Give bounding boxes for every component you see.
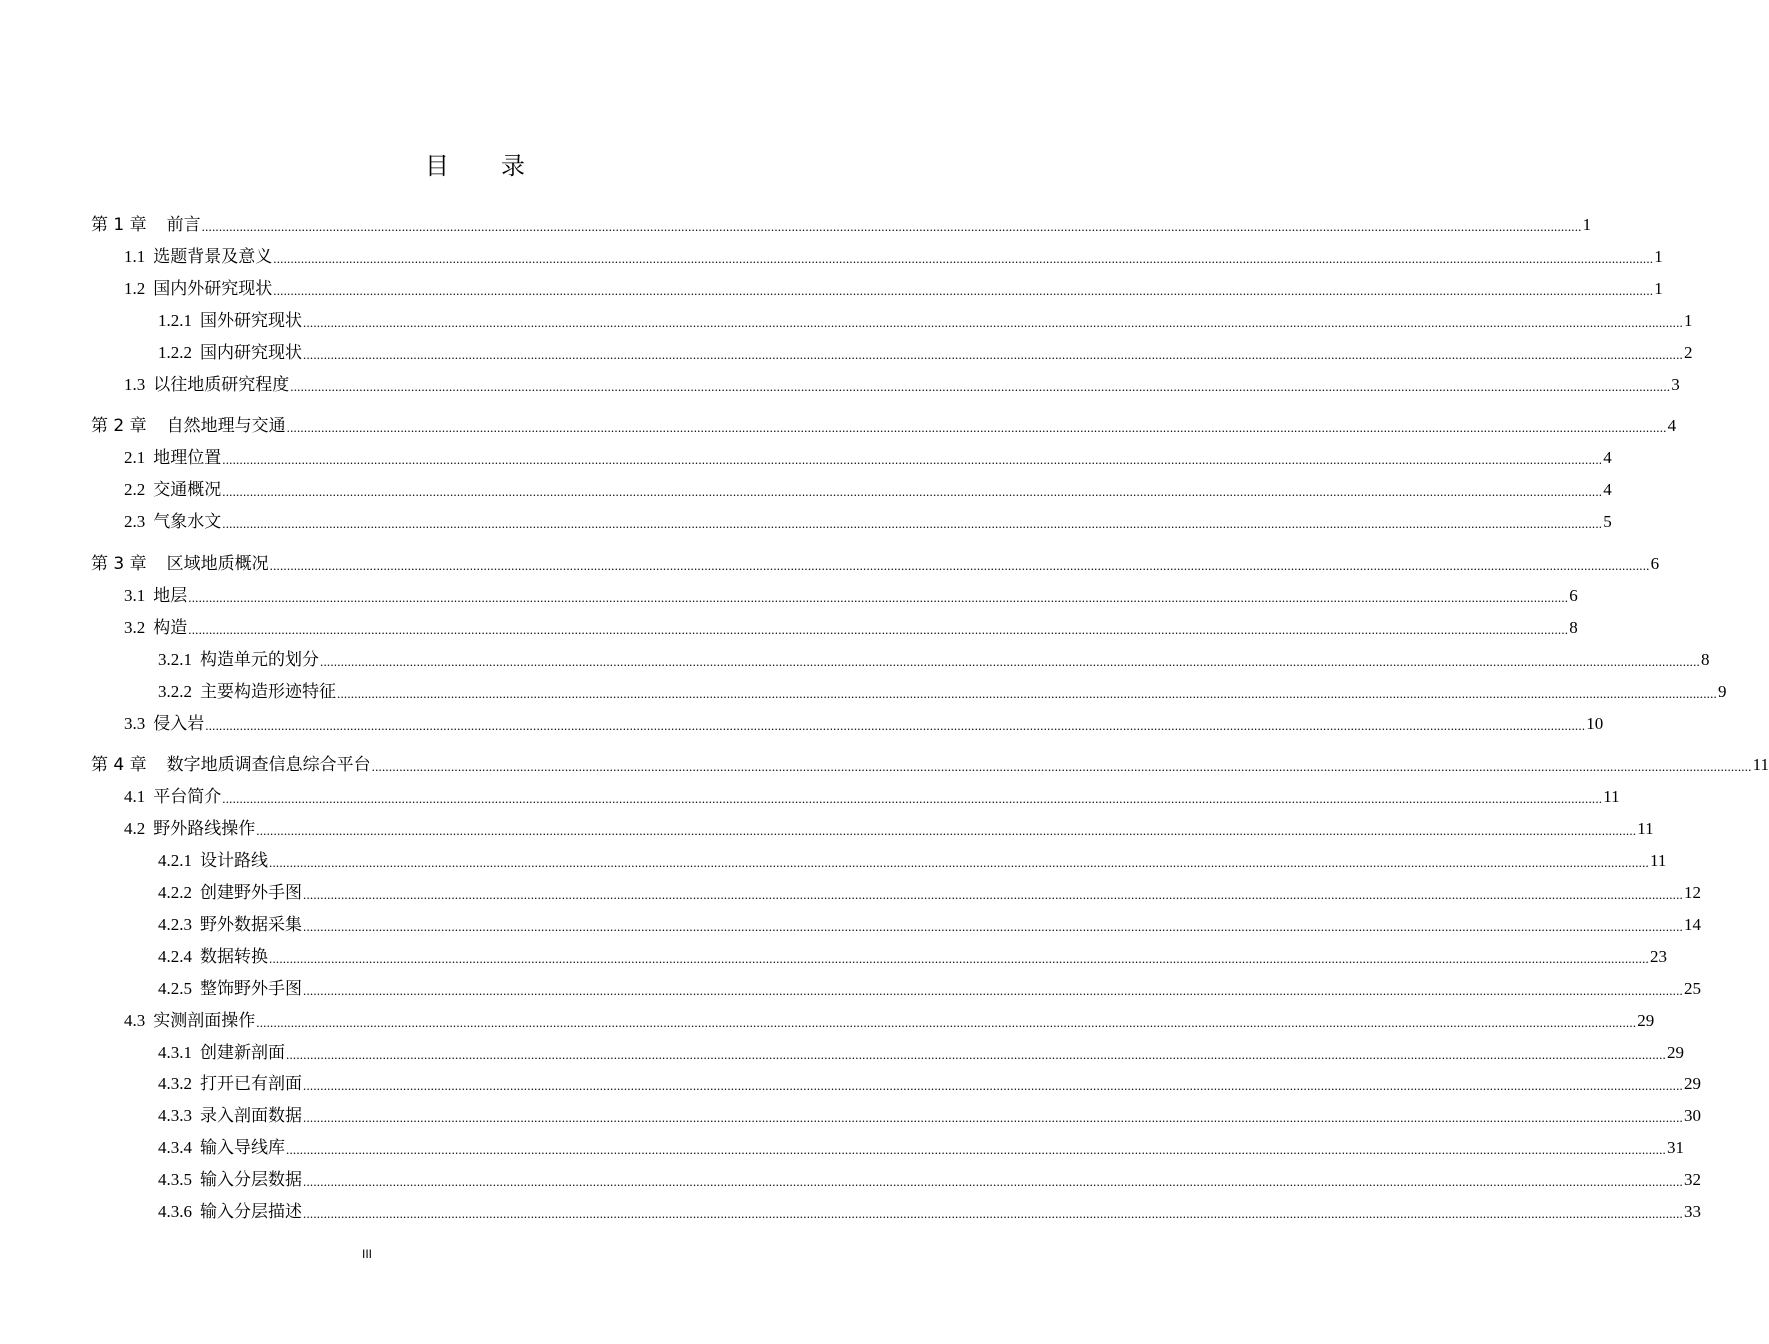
- toc-entry-number: 2.3: [124, 512, 146, 532]
- toc-entry-label: 创建野外手图: [200, 883, 302, 902]
- toc-leader-dots: ................................................................................................................................................................................................................................................................................................................................................................................................................: [303, 1110, 1683, 1126]
- toc-entry-page-number: 9: [1718, 681, 1727, 701]
- toc-entry-number: 4.2.2: [158, 883, 192, 902]
- toc-subsection-entry[interactable]: [158, 648, 1710, 672]
- toc-title-char-1: 目: [425, 152, 449, 180]
- toc-section-entry[interactable]: [124, 446, 1612, 470]
- toc-entry-label: 实测剖面操作: [153, 1010, 256, 1030]
- toc-entry-page-number: 14: [1684, 914, 1701, 934]
- toc-leader-dots: ................................................................................................................................................................................................................................................................................................................................................................................................................: [256, 1014, 1637, 1030]
- toc-leader-dots: ................................................................................................................................................................................................................................................................................................................................................................................................................: [188, 589, 1569, 605]
- toc-leader-dots: ................................................................................................................................................................................................................................................................................................................................................................................................................: [337, 685, 1717, 701]
- toc-section-entry[interactable]: [124, 478, 1612, 502]
- toc-entry-label: 侵入岩: [153, 713, 205, 733]
- toc-subsection-entry[interactable]: [158, 849, 1667, 873]
- toc-entry-label: 国内外研究现状: [153, 278, 273, 298]
- toc-entry-number: 2.1: [124, 448, 146, 468]
- toc-entry-page-number: 25: [1684, 978, 1701, 998]
- toc-entry-page-number: 32: [1684, 1170, 1701, 1190]
- toc-entry-number: 3.2.2: [158, 681, 192, 701]
- toc-entry-page-number: 4: [1603, 448, 1612, 468]
- toc-entry-number: 3.2.1: [158, 649, 192, 669]
- toc-chapter-entry[interactable]: [91, 213, 1592, 237]
- page-footer-number: III: [361, 1247, 372, 1261]
- toc-leader-dots: ................................................................................................................................................................................................................................................................................................................................................................................................................: [286, 420, 1667, 436]
- toc-entry-page-number: 6: [1650, 554, 1660, 573]
- toc-subsection-entry[interactable]: [158, 1104, 1701, 1128]
- toc-subsection-entry[interactable]: [158, 309, 1693, 333]
- toc-entry-page-number: 6: [1569, 585, 1578, 605]
- toc-leader-dots: ................................................................................................................................................................................................................................................................................................................................................................................................................: [205, 717, 1586, 733]
- toc-entry-number: 4.2.1: [158, 851, 192, 871]
- toc-entry-page-number: 1: [1654, 278, 1663, 298]
- toc-entry-number: 4.3.4: [158, 1138, 192, 1158]
- toc-entry-number: 4.2.5: [158, 978, 192, 998]
- toc-entry-label: 打开已有剖面: [200, 1074, 302, 1094]
- toc-entry-label: 地理位置: [153, 448, 222, 468]
- toc-entry-number: 3.3: [124, 713, 146, 733]
- toc-entry-page-number: 33: [1684, 1202, 1701, 1221]
- toc-title: [0, 146, 950, 181]
- toc-leader-dots: ................................................................................................................................................................................................................................................................................................................................................................................................................: [286, 1142, 1666, 1158]
- toc-leader-dots: ................................................................................................................................................................................................................................................................................................................................................................................................................: [269, 855, 1649, 871]
- toc-entry-label: 构造单元的划分: [200, 649, 319, 669]
- toc-entry-label: 主要构造形迹特征: [200, 681, 336, 701]
- toc-leader-dots: ................................................................................................................................................................................................................................................................................................................................................................................................................: [286, 1046, 1666, 1062]
- toc-subsection-entry[interactable]: [158, 1168, 1701, 1192]
- toc-leader-dots: ................................................................................................................................................................................................................................................................................................................................................................................................................: [303, 982, 1683, 998]
- toc-subsection-entry[interactable]: [158, 881, 1701, 905]
- toc-leader-dots: ................................................................................................................................................................................................................................................................................................................................................................................................................: [371, 759, 1752, 775]
- toc-leader-dots: ................................................................................................................................................................................................................................................................................................................................................................................................................: [320, 653, 1700, 669]
- toc-title-char-2: 录: [501, 152, 525, 180]
- toc-entry-label: 选题背景及意义: [153, 246, 273, 266]
- toc-entry-number: 4.3.1: [158, 1042, 192, 1062]
- toc-section-entry[interactable]: [124, 245, 1663, 269]
- toc-entry-label: 野外路线操作: [153, 819, 256, 839]
- toc-entry-number: 4.1: [124, 787, 146, 807]
- toc-entry-number: 1.2.2: [158, 342, 192, 362]
- toc-section-entry[interactable]: [124, 616, 1578, 640]
- toc-leader-dots: ................................................................................................................................................................................................................................................................................................................................................................................................................: [222, 791, 1603, 807]
- toc-section-entry[interactable]: [124, 510, 1612, 534]
- toc-leader-dots: ................................................................................................................................................................................................................................................................................................................................................................................................................: [303, 1174, 1683, 1190]
- toc-entry-number: 1.2.1: [158, 310, 192, 330]
- toc-subsection-entry[interactable]: [158, 977, 1701, 1001]
- toc-entry-number: 4.3: [124, 1010, 146, 1030]
- toc-section-entry[interactable]: [124, 785, 1620, 809]
- toc-entry-number: 第 1 章: [91, 215, 147, 235]
- toc-entry-page-number: 11: [1637, 819, 1654, 839]
- toc-entry-page-number: 8: [1569, 617, 1578, 637]
- toc-entry-label: 国外研究现状: [200, 310, 302, 330]
- toc-subsection-entry[interactable]: [158, 341, 1693, 365]
- toc-leader-dots: ................................................................................................................................................................................................................................................................................................................................................................................................................: [269, 558, 1650, 573]
- toc-entry-label: 平台简介: [153, 787, 222, 807]
- toc-entry-label: 气象水文: [153, 512, 222, 532]
- toc-leader-dots: ................................................................................................................................................................................................................................................................................................................................................................................................................: [303, 918, 1683, 934]
- toc-subsection-entry[interactable]: [158, 1136, 1684, 1160]
- toc-section-entry[interactable]: [124, 277, 1663, 301]
- toc-subsection-entry[interactable]: [158, 1072, 1701, 1096]
- toc-entry-label: 输入导线库: [200, 1138, 285, 1158]
- toc-entry-number: 4.3.6: [158, 1202, 192, 1221]
- toc-section-entry[interactable]: [124, 1009, 1655, 1033]
- toc-entry-label: 前言: [166, 215, 201, 235]
- toc-chapter-entry[interactable]: [91, 552, 1660, 576]
- toc-entry-label: 输入分层数据: [200, 1170, 302, 1190]
- toc-section-entry[interactable]: [124, 712, 1604, 736]
- toc-entry-number: 3.1: [124, 585, 146, 605]
- toc-leader-dots: ................................................................................................................................................................................................................................................................................................................................................................................................................: [303, 887, 1683, 902]
- toc-entry-page-number: 29: [1667, 1042, 1684, 1062]
- toc-entry-page-number: 11: [1603, 787, 1620, 807]
- toc-entry-label: 自然地理与交通: [166, 416, 286, 437]
- toc-entry-label: 地层: [153, 585, 188, 605]
- toc-entry-label: 野外数据采集: [200, 914, 302, 934]
- toc-leader-dots: ................................................................................................................................................................................................................................................................................................................................................................................................................: [303, 1078, 1683, 1094]
- toc-entry-label: 设计路线: [200, 851, 268, 871]
- toc-entry-page-number: 29: [1637, 1010, 1655, 1030]
- toc-entry-number: 4.3.3: [158, 1106, 192, 1126]
- toc-entry-page-number: 4: [1667, 416, 1677, 436]
- toc-entry-label: 以往地质研究程度: [153, 374, 290, 394]
- toc-entry-page-number: 3: [1671, 374, 1680, 394]
- toc-chapter-entry[interactable]: [91, 414, 1677, 438]
- toc-leader-dots: ................................................................................................................................................................................................................................................................................................................................................................................................................: [222, 516, 1603, 532]
- toc-entry-number: 第 4 章: [91, 755, 147, 776]
- toc-leader-dots: ................................................................................................................................................................................................................................................................................................................................................................................................................: [273, 282, 1654, 298]
- toc-entry-page-number: 31: [1667, 1138, 1684, 1158]
- toc-entry-number: 1.3: [124, 374, 146, 394]
- toc-leader-dots: ................................................................................................................................................................................................................................................................................................................................................................................................................: [188, 621, 1569, 637]
- toc-subsection-entry[interactable]: [158, 1200, 1701, 1224]
- toc-entry-number: 4.2: [124, 819, 146, 839]
- toc-entry-page-number: 5: [1603, 512, 1612, 532]
- toc-entry-label: 录入剖面数据: [200, 1106, 302, 1126]
- toc-leader-dots: ................................................................................................................................................................................................................................................................................................................................................................................................................: [256, 823, 1637, 839]
- toc-entry-page-number: 11: [1650, 851, 1667, 871]
- toc-entry-number: 1.1: [124, 246, 146, 266]
- toc-entry-number: 第 3 章: [91, 554, 147, 574]
- toc-leader-dots: ................................................................................................................................................................................................................................................................................................................................................................................................................: [303, 314, 1683, 330]
- toc-leader-dots: ................................................................................................................................................................................................................................................................................................................................................................................................................: [269, 950, 1649, 966]
- toc-entry-number: 3.2: [124, 617, 146, 637]
- toc-leader-dots: ................................................................................................................................................................................................................................................................................................................................................................................................................: [290, 378, 1671, 394]
- toc-entry-page-number: 23: [1650, 946, 1667, 966]
- toc-leader-dots: ................................................................................................................................................................................................................................................................................................................................................................................................................: [222, 452, 1603, 468]
- toc-entry-number: 4.2.4: [158, 946, 192, 966]
- toc-section-entry[interactable]: [124, 817, 1654, 841]
- toc-entry-number: 2.2: [124, 480, 146, 500]
- toc-entry-page-number: 1: [1684, 310, 1693, 330]
- toc-entry-page-number: 11: [1752, 755, 1769, 775]
- toc-entry-page-number: 2: [1684, 342, 1693, 362]
- toc-section-entry[interactable]: [124, 584, 1578, 608]
- toc-entry-page-number: 1: [1654, 246, 1663, 266]
- toc-entry-page-number: 30: [1684, 1106, 1701, 1126]
- toc-entry-page-number: 29: [1684, 1074, 1701, 1094]
- toc-entry-number: 4.3.2: [158, 1074, 192, 1094]
- toc-subsection-entry[interactable]: [158, 913, 1701, 937]
- toc-entry-label: 整饰野外手图: [200, 978, 302, 998]
- toc-entry-number: 4.2.3: [158, 914, 192, 934]
- toc-entry-label: 国内研究现状: [200, 342, 302, 362]
- toc-entry-page-number: 12: [1684, 883, 1701, 902]
- toc-entry-page-number: 8: [1701, 649, 1710, 669]
- toc-entry-label: 构造: [153, 617, 188, 637]
- toc-entry-number: 1.2: [124, 278, 146, 298]
- toc-entry-label: 创建新剖面: [200, 1042, 285, 1062]
- toc-chapter-entry[interactable]: [91, 753, 1769, 777]
- toc-subsection-entry[interactable]: [158, 1041, 1684, 1065]
- toc-leader-dots: ................................................................................................................................................................................................................................................................................................................................................................................................................: [222, 484, 1603, 500]
- toc-entry-number: 4.3.5: [158, 1170, 192, 1190]
- toc-entry-label: 输入分层描述: [200, 1202, 302, 1221]
- toc-subsection-entry[interactable]: [158, 945, 1667, 969]
- toc-entry-label: 数字地质调查信息综合平台: [166, 755, 371, 776]
- toc-leader-dots: ................................................................................................................................................................................................................................................................................................................................................................................................................: [201, 219, 1582, 234]
- toc-entry-page-number: 1: [1582, 215, 1592, 234]
- toc-entry-page-number: 10: [1586, 713, 1604, 733]
- toc-entry-number: 第 2 章: [91, 416, 147, 437]
- toc-leader-dots: ................................................................................................................................................................................................................................................................................................................................................................................................................: [303, 346, 1683, 362]
- toc-entry-label: 交通概况: [153, 480, 222, 500]
- toc-entry-page-number: 4: [1603, 480, 1612, 500]
- toc-section-entry[interactable]: [124, 373, 1680, 397]
- toc-subsection-entry[interactable]: [158, 680, 1727, 704]
- toc-entry-label: 数据转换: [200, 946, 268, 966]
- toc-leader-dots: ................................................................................................................................................................................................................................................................................................................................................................................................................: [273, 250, 1654, 266]
- toc-leader-dots: ................................................................................................................................................................................................................................................................................................................................................................................................................: [303, 1206, 1683, 1221]
- toc-entry-label: 区域地质概况: [166, 554, 269, 574]
